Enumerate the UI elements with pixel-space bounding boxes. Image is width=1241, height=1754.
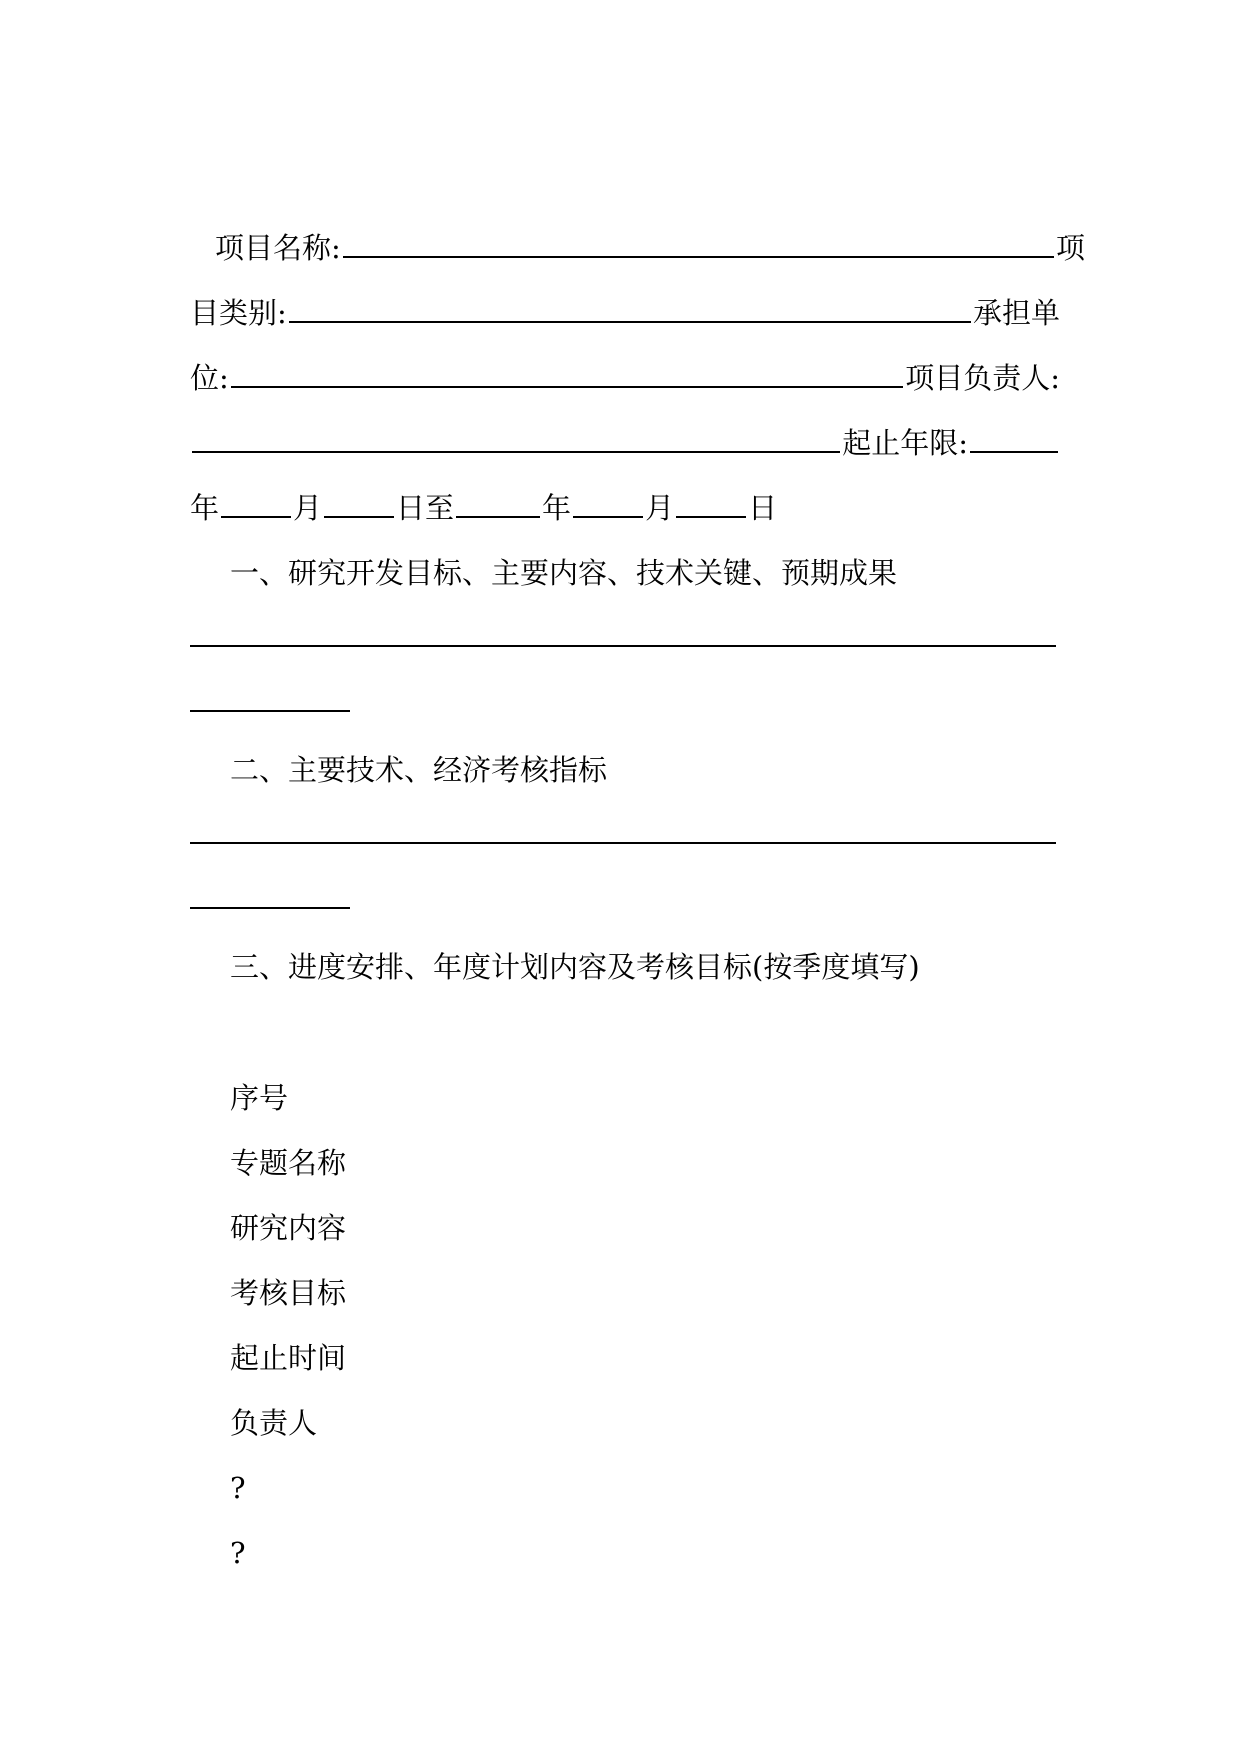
placeholder-cell: ? [230,1536,246,1570]
project-type-blank[interactable] [289,297,971,323]
table-header-topic: 专题名称 [230,1146,347,1180]
date-year-start: 年 [190,491,220,525]
project-name-label: 项目名称: [215,231,341,265]
section-1-blank-line-2[interactable] [190,710,350,712]
leader-label: 项目负责人: [905,361,1060,395]
leader-blank[interactable] [192,427,840,453]
month-start-blank[interactable] [221,492,291,518]
table-header-leader: 负责人 [230,1406,318,1440]
project-name-line [215,228,1085,268]
date-day-end: 日 [748,491,778,525]
undertaker-blank[interactable] [231,362,903,388]
placeholder-cell: ? [230,1471,246,1505]
section-2-blank-line-1[interactable] [190,842,1056,844]
section-heading-1: 一、研究开发目标、主要内容、技术关键、预期成果 [230,556,898,590]
month-end-blank[interactable] [573,492,643,518]
table-header-index: 序号 [230,1081,289,1115]
table-header-period: 起止时间 [230,1341,347,1375]
section-1-blank-line-1[interactable] [190,645,1056,647]
period-start-year-blank[interactable] [970,427,1058,453]
date-month-end: 月 [645,491,675,525]
date-year-end: 年 [542,491,572,525]
year-end-blank[interactable] [456,492,540,518]
section-2-blank-line-2[interactable] [190,907,350,909]
project-name-tail: 项 [1055,231,1085,265]
section-heading-3: 三、进度安排、年度计划内容及考核目标(按季度填写) [230,950,920,984]
period-line [190,488,1060,528]
undertaker-line [190,358,1060,398]
project-type-label: 目类别: [190,296,287,330]
date-month-start: 月 [293,491,323,525]
period-label: 起止年限: [842,426,968,460]
day-end-blank[interactable] [676,492,746,518]
project-name-blank[interactable] [343,232,1054,258]
table-header-target: 考核目标 [230,1276,347,1310]
project-type-line [190,293,1060,333]
day-start-blank[interactable] [324,492,394,518]
section-heading-2: 二、主要技术、经济考核指标 [230,753,608,787]
undertaker-label-tail: 位: [190,361,229,395]
leader-line [190,423,1060,463]
table-header-content: 研究内容 [230,1211,347,1245]
date-day-start: 日至 [396,491,455,525]
undertaker-label: 承担单 [972,296,1060,330]
